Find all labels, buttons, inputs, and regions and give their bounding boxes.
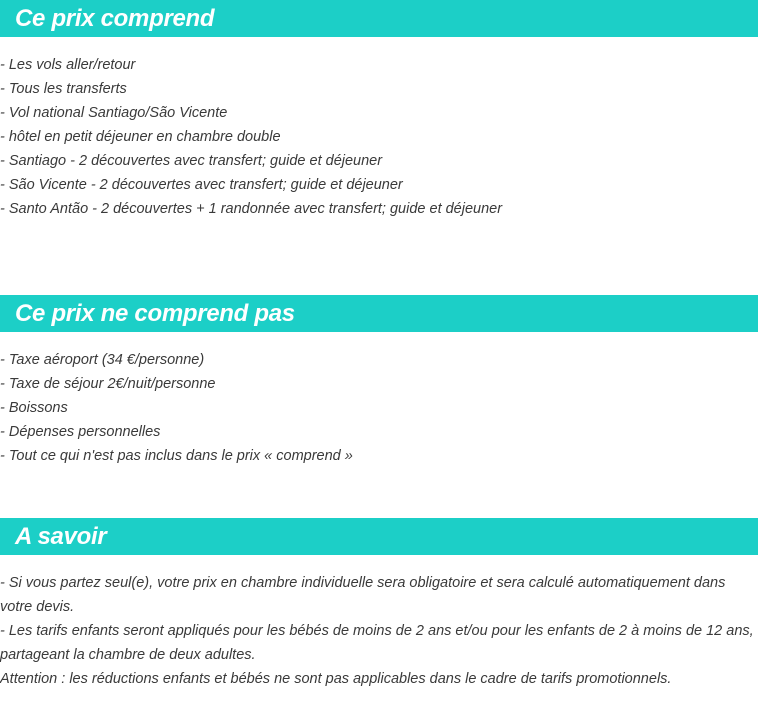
info-title: A savoir <box>15 523 107 550</box>
list-item: - Boissons <box>0 400 68 416</box>
list-item: - Taxe de séjour 2€/nuit/personne <box>0 376 216 392</box>
list-item: - Santiago - 2 découvertes avec transfert; guide et déjeuner <box>0 153 383 169</box>
excludes-banner <box>0 295 758 332</box>
info-body <box>0 571 758 691</box>
excludes-section <box>0 295 758 468</box>
info-paragraph: - Les tarifs enfants seront appliqués pour les bébés de moins de 2 ans et/ou pour les enfants de 2 à moins de 12 ans, partageant la chambre de deux adultes. <box>0 623 754 663</box>
list-item: - Taxe aéroport (34 €/personne) <box>0 352 205 368</box>
list-item: - São Vicente - 2 découvertes avec transfert; guide et déjeuner <box>0 177 403 193</box>
list-item: - Vol national Santiago/São Vicente <box>0 105 228 121</box>
list-item: - Santo Antão - 2 découvertes + 1 randonnée avec transfert; guide et déjeuner <box>0 201 503 217</box>
includes-section <box>0 0 758 221</box>
list-item: - Tout ce qui n'est pas inclus dans le prix « comprend » <box>0 448 353 464</box>
list-item: - Tous les transferts <box>0 81 127 97</box>
info-paragraph: Attention : les réductions enfants et bébés ne sont pas applicables dans le cadre de tarifs promotionnels. <box>0 671 672 687</box>
info-paragraph: - Si vous partez seul(e), votre prix en chambre individuelle sera obligatoire et sera calculé automatiquement dans votre devis. <box>0 575 726 615</box>
list-item: - Dépenses personnelles <box>0 424 161 440</box>
includes-banner <box>0 0 758 37</box>
list-item: - Les vols aller/retour <box>0 57 136 73</box>
list-item: - hôtel en petit déjeuner en chambre double <box>0 129 281 145</box>
excludes-list <box>0 348 758 468</box>
includes-title: Ce prix comprend <box>15 5 215 32</box>
info-section <box>0 518 758 691</box>
info-banner <box>0 518 758 555</box>
excludes-title: Ce prix ne comprend pas <box>15 300 295 327</box>
includes-list <box>0 53 758 221</box>
